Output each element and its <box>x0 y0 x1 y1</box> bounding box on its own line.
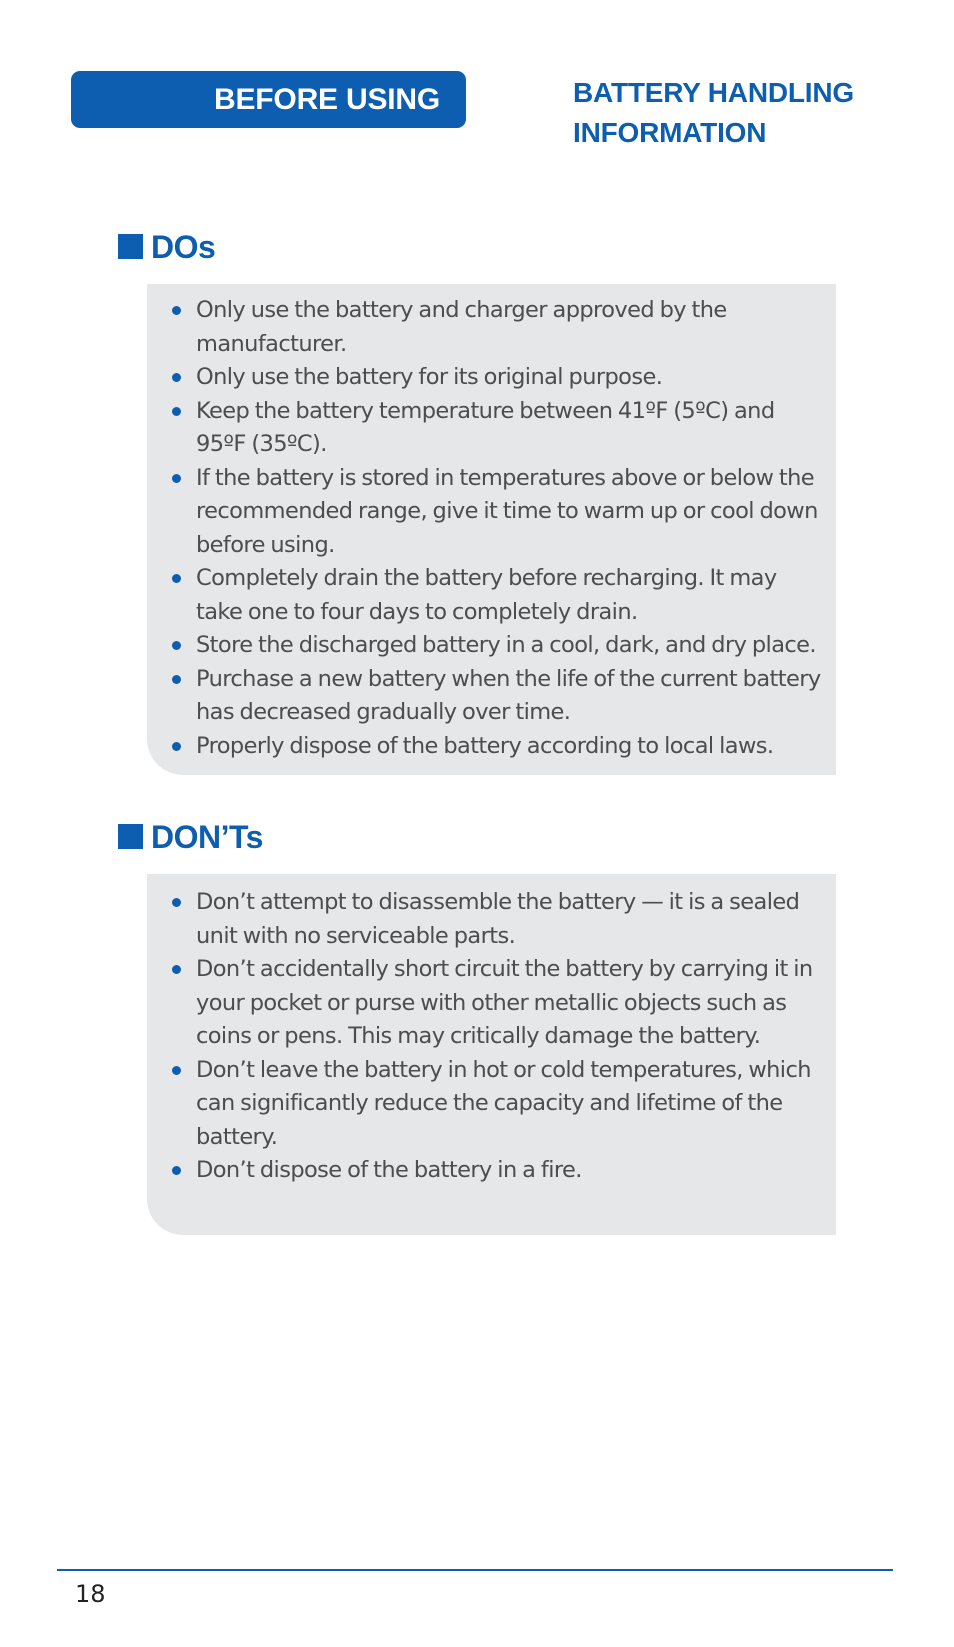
list-item-text: If the battery is stored in temperatures above or below the recommended range, give it time to warm up or cool down before using. <box>196 464 818 558</box>
list-item <box>169 629 826 663</box>
page-title-line1: BATTERY HANDLING <box>573 77 854 108</box>
list-item <box>169 395 826 462</box>
square-bullet-icon <box>118 824 143 849</box>
list-item-text: Only use the battery and charger approved by the manufacturer. <box>196 297 727 357</box>
bullet-icon <box>172 373 181 382</box>
bullet-icon <box>172 965 181 974</box>
section-tab: BEFORE USING <box>71 71 466 128</box>
bullet-icon <box>172 641 181 650</box>
footer-divider <box>57 1569 893 1571</box>
list-item <box>169 1054 826 1155</box>
list-item <box>169 953 826 1054</box>
list-item-text: Properly dispose of the battery according to local laws. <box>196 732 774 759</box>
square-bullet-icon <box>118 234 143 259</box>
bullet-icon <box>172 898 181 907</box>
bullet-icon <box>172 407 181 416</box>
donts-panel <box>147 874 836 1235</box>
list-item <box>169 462 826 563</box>
bullet-icon <box>172 574 181 583</box>
list-item <box>169 294 826 361</box>
donts-list <box>169 886 826 1188</box>
list-item <box>169 1154 826 1188</box>
list-item-text: Don’t accidentally short circuit the battery by carrying it in your pocket or purse with other metallic objects such as coins or pens. This may critically damage the battery. <box>196 956 813 1049</box>
page-number: 18 <box>75 1580 106 1608</box>
bullet-icon <box>172 306 181 315</box>
list-item <box>169 361 826 395</box>
bullet-icon <box>172 742 181 751</box>
list-item <box>169 663 826 730</box>
list-item <box>169 886 826 953</box>
donts-heading <box>118 817 263 857</box>
bullet-icon <box>172 1066 181 1075</box>
list-item <box>169 562 826 629</box>
donts-heading-label: DON’Ts <box>151 819 263 855</box>
dos-heading <box>118 227 215 267</box>
dos-panel <box>147 284 836 775</box>
list-item-text: Don’t dispose of the battery in a fire. <box>196 1157 582 1183</box>
list-item <box>169 730 826 764</box>
list-item-text: Don’t attempt to disassemble the battery — it is a sealed unit with no serviceable parts. <box>196 889 800 949</box>
dos-list <box>169 294 826 763</box>
list-item-text: Don’t leave the battery in hot or cold temperatures, which can significantly reduce the capacity and lifetime of the battery. <box>196 1056 811 1150</box>
page-title <box>573 73 913 153</box>
dos-heading-label: DOs <box>151 229 216 265</box>
page-title-line2: INFORMATION <box>573 117 767 148</box>
list-item-text: Completely drain the battery before recharging. It may take one to four days to completely drain. <box>196 565 777 625</box>
bullet-icon <box>172 1166 181 1175</box>
list-item-text: Purchase a new battery when the life of the current battery has decreased gradually over time. <box>196 665 821 725</box>
list-item-text: Store the discharged battery in a cool, dark, and dry place. <box>196 632 816 658</box>
bullet-icon <box>172 675 181 684</box>
list-item-text: Keep the battery temperature between 41ºF (5ºC) and 95ºF (35ºC). <box>196 397 775 457</box>
list-item-text: Only use the battery for its original purpose. <box>196 364 663 390</box>
bullet-icon <box>172 474 181 483</box>
